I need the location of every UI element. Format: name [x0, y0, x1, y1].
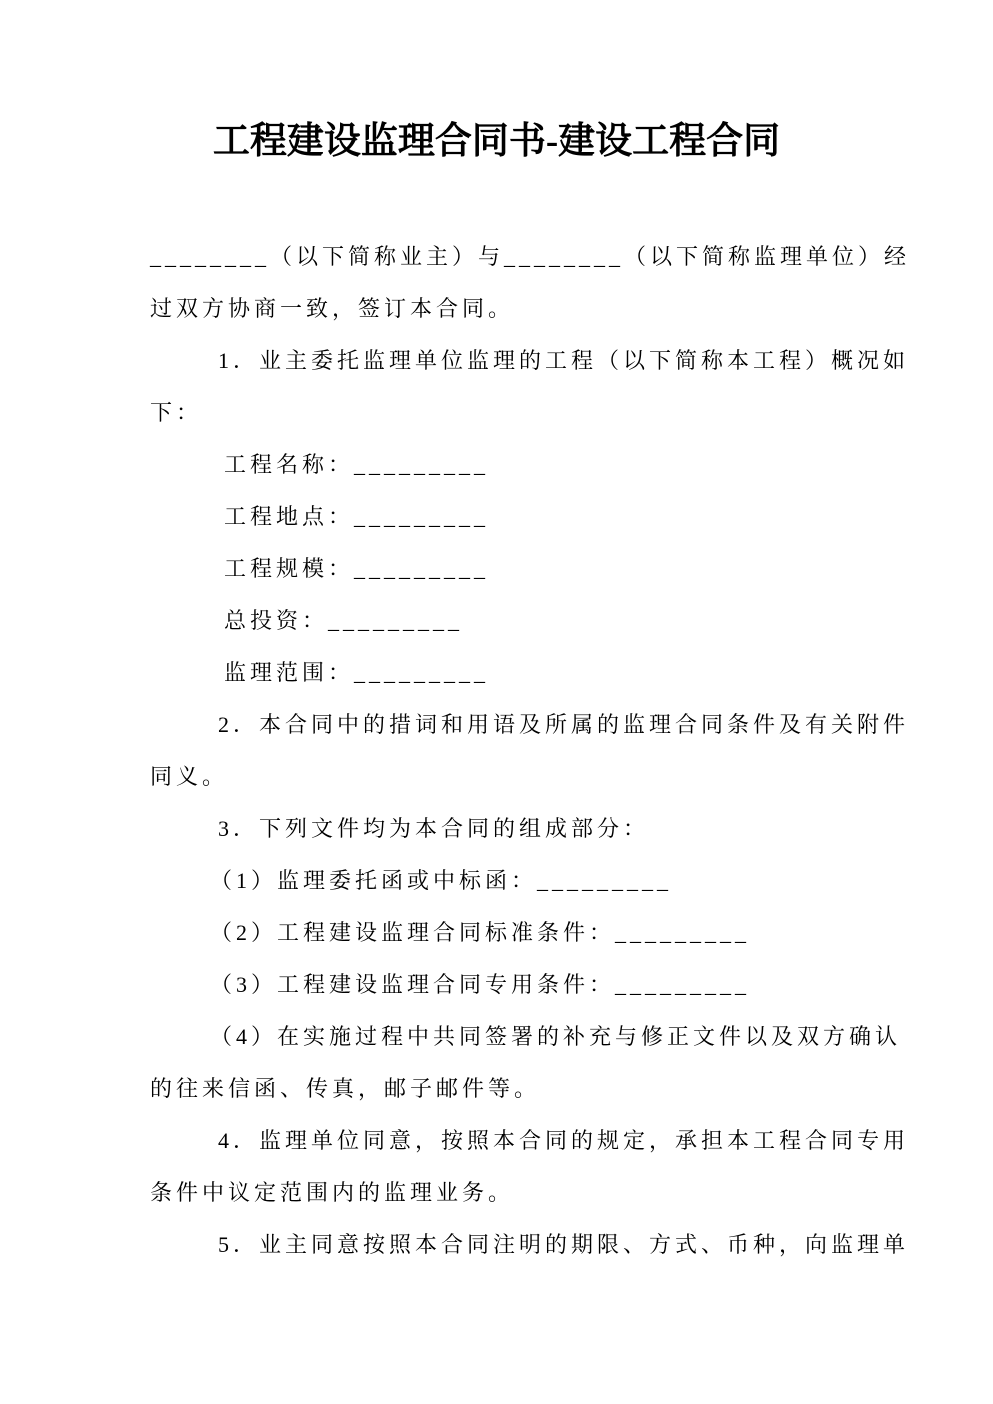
clause-3-subitem-3: （3）工程建设监理合同专用条件：_________: [210, 972, 751, 997]
clause-5-line-1: 5．业主同意按照本合同注明的期限、方式、币种，向监理单: [218, 1232, 910, 1257]
document-title: 工程建设监理合同书-建设工程合同: [212, 121, 781, 162]
clause-3-heading: 3．下列文件均为本合同的组成部分：: [218, 816, 650, 841]
clause-2-line-1: 2．本合同中的措词和用语及所属的监理合同条件及有关附件: [218, 712, 910, 737]
field-supervision-scope: 监理范围：_________: [224, 660, 490, 685]
clause-4-line-2: 条件中议定范围内的监理业务。: [150, 1180, 515, 1205]
clause-3-subitem-2: （2）工程建设监理合同标准条件：_________: [210, 920, 751, 945]
document-body: [0, 231, 993, 1271]
clause-1-line-2: 下：: [150, 400, 203, 425]
clause-1-line-1: 1．业主委托监理单位监理的工程（以下简称本工程）概况如: [218, 348, 910, 373]
intro-paragraph-line-1: ________（以下简称业主）与________（以下简称监理单位）经: [150, 244, 911, 269]
field-total-investment: 总投资：_________: [224, 608, 464, 633]
field-project-location: 工程地点：_________: [224, 504, 490, 529]
intro-paragraph-line-2: 过双方协商一致，签订本合同。: [150, 296, 515, 321]
clause-3-subitem-4-line-2: 的往来信函、传真，邮子邮件等。: [150, 1076, 541, 1101]
clause-4-line-1: 4．监理单位同意，按照本合同的规定，承担本工程合同专用: [218, 1128, 910, 1153]
field-project-name: 工程名称：_________: [224, 452, 490, 477]
clause-3-subitem-1: （1）监理委托函或中标函：_________: [210, 868, 673, 893]
clause-2-line-2: 同义。: [150, 764, 229, 789]
clause-3-subitem-4-line-1: （4）在实施过程中共同签署的补充与修正文件以及双方确认: [210, 1024, 902, 1049]
field-project-scale: 工程规模：_________: [224, 556, 490, 581]
